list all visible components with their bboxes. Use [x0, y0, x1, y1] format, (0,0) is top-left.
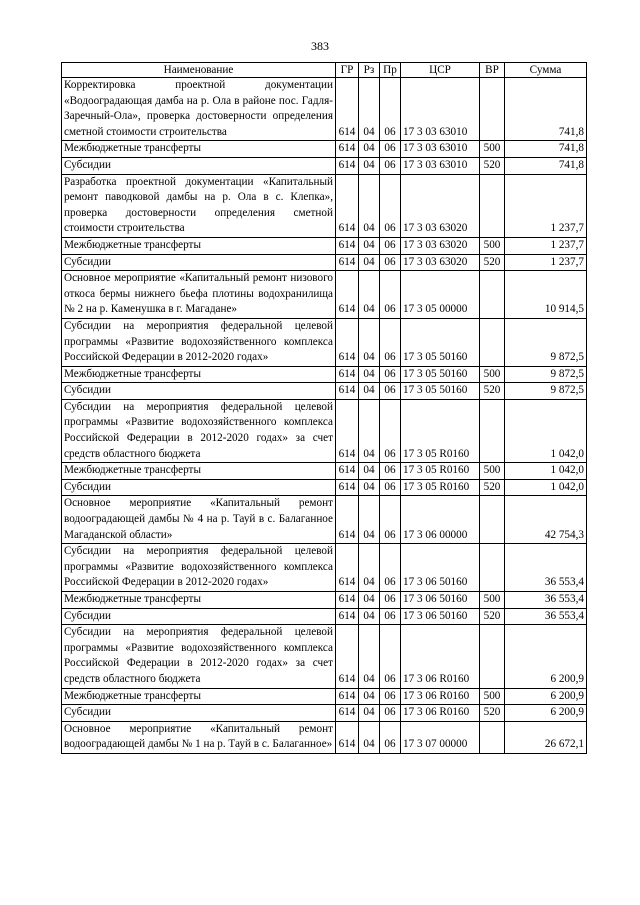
row-rz: 04 — [359, 174, 380, 237]
row-name: Субсидии на мероприятия федеральной целевой программы «Развитие водохозяйственного комплекса Российской Федерации в 2012-2020 годах» за счет средств областного бюджета — [62, 399, 336, 462]
row-rz: 04 — [359, 383, 380, 400]
row-name: Межбюджетные трансферты — [62, 688, 336, 705]
row-csr: 17 3 07 00000 — [401, 721, 480, 753]
table-row — [62, 625, 587, 688]
header-sum: Сумма — [505, 63, 587, 78]
header-vr: ВР — [480, 63, 505, 78]
row-vr: 500 — [480, 463, 505, 480]
row-csr: 17 3 03 63020 — [401, 254, 480, 271]
row-sum: 1 237,7 — [505, 174, 587, 237]
row-csr: 17 3 05 R0160 — [401, 479, 480, 496]
budget-table — [61, 62, 587, 754]
row-csr: 17 3 05 R0160 — [401, 463, 480, 480]
row-sum: 6 200,9 — [505, 625, 587, 688]
row-csr: 17 3 05 R0160 — [401, 399, 480, 462]
row-name: Межбюджетные трансферты — [62, 141, 336, 158]
row-vr — [480, 78, 505, 141]
row-pr: 06 — [380, 366, 401, 383]
header-name: Наименование — [62, 63, 336, 78]
row-gr: 614 — [336, 383, 359, 400]
table-row — [62, 496, 587, 544]
row-name: Межбюджетные трансферты — [62, 463, 336, 480]
table-row — [62, 705, 587, 722]
header-rz: Рз — [359, 63, 380, 78]
row-name: Субсидии — [62, 254, 336, 271]
row-name: Субсидии на мероприятия федеральной целевой программы «Развитие водохозяйственного комплекса Российской Федерации в 2012-2020 годах» — [62, 318, 336, 366]
row-rz: 04 — [359, 318, 380, 366]
row-gr: 614 — [336, 544, 359, 592]
row-rz: 04 — [359, 141, 380, 158]
row-pr: 06 — [380, 399, 401, 462]
row-csr: 17 3 05 50160 — [401, 366, 480, 383]
row-csr: 17 3 06 00000 — [401, 496, 480, 544]
row-vr: 520 — [480, 254, 505, 271]
row-rz: 04 — [359, 592, 380, 609]
row-vr: 500 — [480, 141, 505, 158]
table-row — [62, 721, 587, 753]
row-name: Межбюджетные трансферты — [62, 366, 336, 383]
row-rz: 04 — [359, 608, 380, 625]
row-sum: 741,8 — [505, 141, 587, 158]
table-row — [62, 141, 587, 158]
row-rz: 04 — [359, 271, 380, 319]
row-name: Субсидии — [62, 157, 336, 174]
table-row — [62, 366, 587, 383]
row-pr: 06 — [380, 463, 401, 480]
row-name: Основное мероприятие «Капитальный ремонт водооградающей дамбы № 1 на р. Тауй в с. Балаганное» — [62, 721, 336, 753]
row-rz: 04 — [359, 157, 380, 174]
row-csr: 17 3 05 50160 — [401, 383, 480, 400]
row-rz: 04 — [359, 705, 380, 722]
row-csr: 17 3 06 50160 — [401, 544, 480, 592]
row-name: Разработка проектной документации «Капитальный ремонт паводковой дамбы на р. Ола в с. Клепка», проверка достоверности определения сметной стоимости строительства — [62, 174, 336, 237]
row-vr: 520 — [480, 705, 505, 722]
row-gr: 614 — [336, 254, 359, 271]
row-sum: 1 042,0 — [505, 399, 587, 462]
row-pr: 06 — [380, 496, 401, 544]
row-csr: 17 3 03 63020 — [401, 174, 480, 237]
row-name: Межбюджетные трансферты — [62, 592, 336, 609]
row-vr — [480, 271, 505, 319]
row-vr — [480, 174, 505, 237]
row-sum: 10 914,5 — [505, 271, 587, 319]
row-gr: 614 — [336, 608, 359, 625]
page-number: 383 — [311, 39, 329, 53]
row-pr: 06 — [380, 625, 401, 688]
row-gr: 614 — [336, 479, 359, 496]
row-gr: 614 — [336, 78, 359, 141]
row-gr: 614 — [336, 366, 359, 383]
row-pr: 06 — [380, 174, 401, 237]
row-sum: 1 237,7 — [505, 237, 587, 254]
table-row — [62, 479, 587, 496]
row-sum: 9 872,5 — [505, 366, 587, 383]
row-name: Основное мероприятие «Капитальный ремонт водооградающей дамбы № 4 на р. Тауй в с. Балаганное Магаданской области» — [62, 496, 336, 544]
row-vr: 500 — [480, 592, 505, 609]
row-rz: 04 — [359, 496, 380, 544]
table-row — [62, 78, 587, 141]
row-sum: 741,8 — [505, 157, 587, 174]
row-pr: 06 — [380, 544, 401, 592]
row-rz: 04 — [359, 237, 380, 254]
table-row — [62, 174, 587, 237]
row-sum: 26 672,1 — [505, 721, 587, 753]
row-pr: 06 — [380, 237, 401, 254]
row-gr: 614 — [336, 688, 359, 705]
row-csr: 17 3 06 50160 — [401, 608, 480, 625]
row-sum: 36 553,4 — [505, 544, 587, 592]
row-sum: 741,8 — [505, 78, 587, 141]
row-pr: 06 — [380, 705, 401, 722]
table-row — [62, 608, 587, 625]
row-pr: 06 — [380, 78, 401, 141]
row-vr — [480, 496, 505, 544]
row-pr: 06 — [380, 383, 401, 400]
row-pr: 06 — [380, 592, 401, 609]
row-vr: 520 — [480, 479, 505, 496]
row-gr: 614 — [336, 157, 359, 174]
table-row — [62, 237, 587, 254]
row-csr: 17 3 06 50160 — [401, 592, 480, 609]
row-sum: 36 553,4 — [505, 592, 587, 609]
header-csr: ЦСР — [401, 63, 480, 78]
row-rz: 04 — [359, 366, 380, 383]
table-row — [62, 544, 587, 592]
row-pr: 06 — [380, 688, 401, 705]
header-pr: Пр — [380, 63, 401, 78]
row-name: Корректировка проектной документации «Водооградающая дамба на р. Ола в районе пос. Гадля-Заречный-Ола», проверка достоверности определения сметной стоимости строительства — [62, 78, 336, 141]
row-csr: 17 3 03 63010 — [401, 157, 480, 174]
row-gr: 614 — [336, 141, 359, 158]
row-vr — [480, 318, 505, 366]
row-gr: 614 — [336, 463, 359, 480]
row-pr: 06 — [380, 608, 401, 625]
row-csr: 17 3 06 R0160 — [401, 688, 480, 705]
row-vr: 520 — [480, 608, 505, 625]
row-csr: 17 3 05 50160 — [401, 318, 480, 366]
row-csr: 17 3 03 63010 — [401, 141, 480, 158]
row-rz: 04 — [359, 78, 380, 141]
row-sum: 36 553,4 — [505, 608, 587, 625]
row-csr: 17 3 03 63010 — [401, 78, 480, 141]
row-sum: 42 754,3 — [505, 496, 587, 544]
table-row — [62, 318, 587, 366]
table-row — [62, 271, 587, 319]
row-gr: 614 — [336, 496, 359, 544]
table-row — [62, 383, 587, 400]
row-vr: 500 — [480, 366, 505, 383]
row-vr: 520 — [480, 383, 505, 400]
table-row — [62, 399, 587, 462]
row-csr: 17 3 06 R0160 — [401, 625, 480, 688]
row-rz: 04 — [359, 544, 380, 592]
row-csr: 17 3 03 63020 — [401, 237, 480, 254]
row-csr: 17 3 05 00000 — [401, 271, 480, 319]
table-row — [62, 463, 587, 480]
row-pr: 06 — [380, 157, 401, 174]
row-csr: 17 3 06 R0160 — [401, 705, 480, 722]
row-vr: 520 — [480, 157, 505, 174]
row-rz: 04 — [359, 688, 380, 705]
row-pr: 06 — [380, 271, 401, 319]
row-name: Субсидии на мероприятия федеральной целевой программы «Развитие водохозяйственного комплекса Российской Федерации в 2012-2020 годах» — [62, 544, 336, 592]
row-sum: 9 872,5 — [505, 383, 587, 400]
row-sum: 1 237,7 — [505, 254, 587, 271]
row-rz: 04 — [359, 399, 380, 462]
row-vr: 500 — [480, 688, 505, 705]
row-pr: 06 — [380, 318, 401, 366]
table-row — [62, 254, 587, 271]
row-vr: 500 — [480, 237, 505, 254]
row-vr — [480, 625, 505, 688]
row-sum: 1 042,0 — [505, 479, 587, 496]
table-row — [62, 592, 587, 609]
row-pr: 06 — [380, 479, 401, 496]
row-gr: 614 — [336, 625, 359, 688]
row-rz: 04 — [359, 479, 380, 496]
row-rz: 04 — [359, 625, 380, 688]
row-gr: 614 — [336, 237, 359, 254]
row-vr — [480, 544, 505, 592]
row-name: Субсидии — [62, 383, 336, 400]
row-gr: 614 — [336, 721, 359, 753]
row-gr: 614 — [336, 399, 359, 462]
row-gr: 614 — [336, 271, 359, 319]
header-gr: ГР — [336, 63, 359, 78]
row-vr — [480, 721, 505, 753]
row-name: Субсидии — [62, 705, 336, 722]
row-name: Основное мероприятие «Капитальный ремонт низового откоса бермы нижнего бьефа плотины водохранилища № 2 на р. Каменушка в г. Магадане» — [62, 271, 336, 319]
row-sum: 9 872,5 — [505, 318, 587, 366]
row-gr: 614 — [336, 318, 359, 366]
row-pr: 06 — [380, 721, 401, 753]
row-gr: 614 — [336, 592, 359, 609]
row-vr — [480, 399, 505, 462]
table-row — [62, 688, 587, 705]
row-sum: 1 042,0 — [505, 463, 587, 480]
row-pr: 06 — [380, 254, 401, 271]
row-rz: 04 — [359, 721, 380, 753]
table-row — [62, 157, 587, 174]
row-gr: 614 — [336, 705, 359, 722]
row-name: Субсидии — [62, 479, 336, 496]
row-sum: 6 200,9 — [505, 688, 587, 705]
table-body — [62, 78, 587, 754]
row-name: Межбюджетные трансферты — [62, 237, 336, 254]
row-name: Субсидии на мероприятия федеральной целевой программы «Развитие водохозяйственного комплекса Российской Федерации в 2012-2020 годах» за счет средств областного бюджета — [62, 625, 336, 688]
table-header-row — [62, 63, 587, 78]
row-sum: 6 200,9 — [505, 705, 587, 722]
row-name: Субсидии — [62, 608, 336, 625]
row-rz: 04 — [359, 463, 380, 480]
row-rz: 04 — [359, 254, 380, 271]
row-gr: 614 — [336, 174, 359, 237]
row-pr: 06 — [380, 141, 401, 158]
